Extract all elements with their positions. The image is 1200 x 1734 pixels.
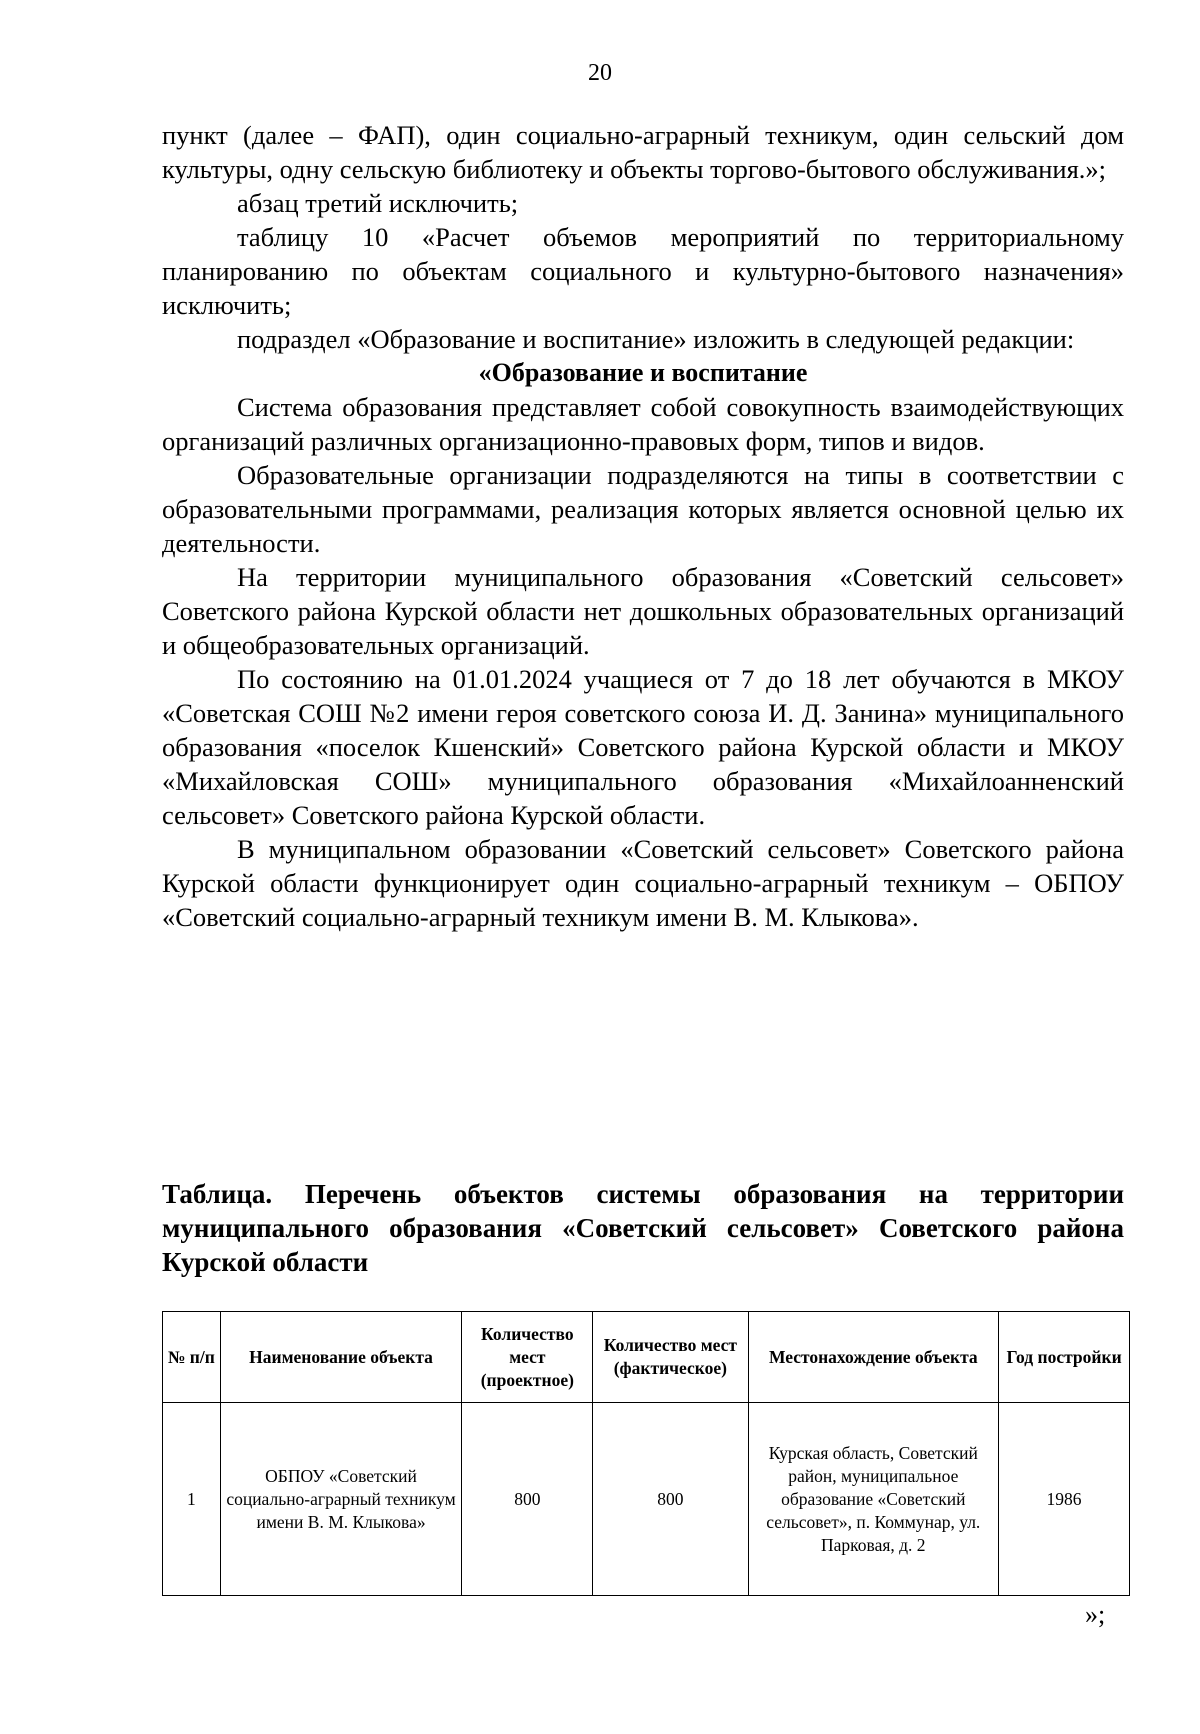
paragraph: пункт (далее – ФАП), один социально-аграрный техникум, один сельский дом культуры, одну сельскую библиотеку и объекты торгово-бытового обслуживания.»; bbox=[162, 120, 1124, 184]
page-number: 20 bbox=[588, 60, 612, 86]
cell-actual-capacity: 800 bbox=[593, 1403, 748, 1596]
body-text bbox=[162, 118, 1124, 934]
section-paragraph: По состоянию на 01.01.2024 учащиеся от 7 до 18 лет обучаются в МКОУ «Советская СОШ №2 имени героя советского союза И. Д. Занина» муниципального образования «поселок Кшенский» Советского района Курской области и МКОУ «Михайловская СОШ» муниципального образования «Михайлоанненский сельсовет» Советского района Курской области. bbox=[162, 664, 1124, 830]
paragraph: подраздел «Образование и воспитание» изложить в следующей редакции: bbox=[237, 324, 1075, 354]
cell-design-capacity: 800 bbox=[462, 1403, 593, 1596]
paragraph: таблицу 10 «Расчет объемов мероприятий по территориальному планированию по объектам социального и культурно-бытового назначения» исключить; bbox=[162, 222, 1124, 320]
table-title: Таблица. Перечень объектов системы образования на территории муниципального образования «Советский сельсовет» Советского района Курской области bbox=[162, 1179, 1124, 1277]
cell-year-built: 1986 bbox=[999, 1403, 1130, 1596]
closing-mark: »; bbox=[1085, 1600, 1106, 1629]
cell-name: ОБПОУ «Советский социально-аграрный техникум имени В. М. Клыкова» bbox=[220, 1403, 462, 1596]
table-header-row bbox=[163, 1312, 1130, 1403]
cell-num: 1 bbox=[163, 1403, 221, 1596]
section-paragraph: В муниципальном образовании «Советский сельсовет» Советского района Курской области функционирует один социально-аграрный техникум – ОБПОУ «Советский социально-аграрный техникум имени В. М. Клыкова». bbox=[162, 834, 1124, 932]
header-design-capacity: Количество мест (проектное) bbox=[462, 1312, 593, 1403]
header-year-built: Год постройки bbox=[999, 1312, 1130, 1403]
section-paragraph: Система образования представляет собой совокупность взаимодействующих организаций различных организационно-правовых форм, типов и видов. bbox=[162, 392, 1124, 456]
section-heading: «Образование и воспитание bbox=[478, 358, 808, 387]
education-objects-table bbox=[162, 1311, 1130, 1596]
table-row bbox=[163, 1403, 1130, 1596]
header-location: Местонахождение объекта bbox=[748, 1312, 999, 1403]
header-num: № п/п bbox=[163, 1312, 221, 1403]
section-paragraph: Образовательные организации подразделяются на типы в соответствии с образовательными программами, реализация которых является основной целью их деятельности. bbox=[162, 460, 1124, 558]
section-paragraph: На территории муниципального образования «Советский сельсовет» Советского района Курской области нет дошкольных образовательных организаций и общеобразовательных организаций. bbox=[162, 562, 1124, 660]
header-actual-capacity: Количество мест (фактическое) bbox=[593, 1312, 748, 1403]
paragraph: абзац третий исключить; bbox=[237, 188, 519, 218]
header-name: Наименование объекта bbox=[220, 1312, 462, 1403]
cell-location: Курская область, Советский район, муниципальное образование «Советский сельсовет», п. Коммунар, ул. Парковая, д. 2 bbox=[748, 1403, 999, 1596]
